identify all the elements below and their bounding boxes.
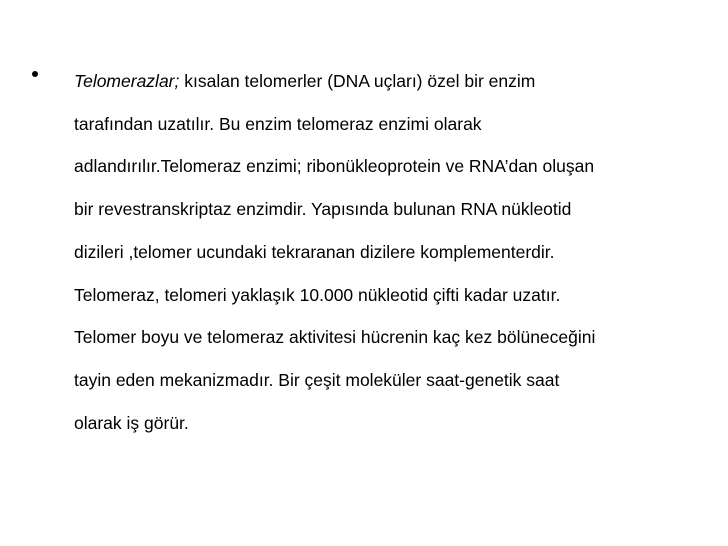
- text-line-5: dizileri ,telomer ucundaki tekraranan dizilere komplementerdir.: [74, 241, 555, 262]
- text-line-8: tayin eden mekanizmadır. Bir çeşit moleküler saat-genetik saat: [74, 369, 560, 390]
- text-line-1: [74, 60, 728, 103]
- bullet-text: [74, 60, 728, 444]
- term-italic: Telomerazlar;: [74, 71, 180, 91]
- text-line-1-rest: kısalan telomerler (DNA uçları) özel bir enzim: [179, 71, 536, 91]
- text-line-3: adlandırılır.Telomeraz enzimi; ribonükleoprotein ve RNA’dan oluşan: [74, 156, 595, 177]
- text-line-6: Telomeraz, telomeri yaklaşık 10.000 nükleotid çifti kadar uzatır.: [74, 284, 561, 305]
- text-line-2: tarafından uzatılır. Bu enzim telomeraz enzimi olarak: [74, 113, 482, 134]
- text-line-7: Telomer boyu ve telomeraz aktivitesi hücrenin kaç kez bölüneceğini: [74, 327, 596, 348]
- bullet-icon: [32, 71, 38, 77]
- text-line-9: olarak iş görür.: [74, 412, 189, 433]
- text-line-4: bir revestranskriptaz enzimdir. Yapısında bulunan RNA nükleotid: [74, 199, 572, 220]
